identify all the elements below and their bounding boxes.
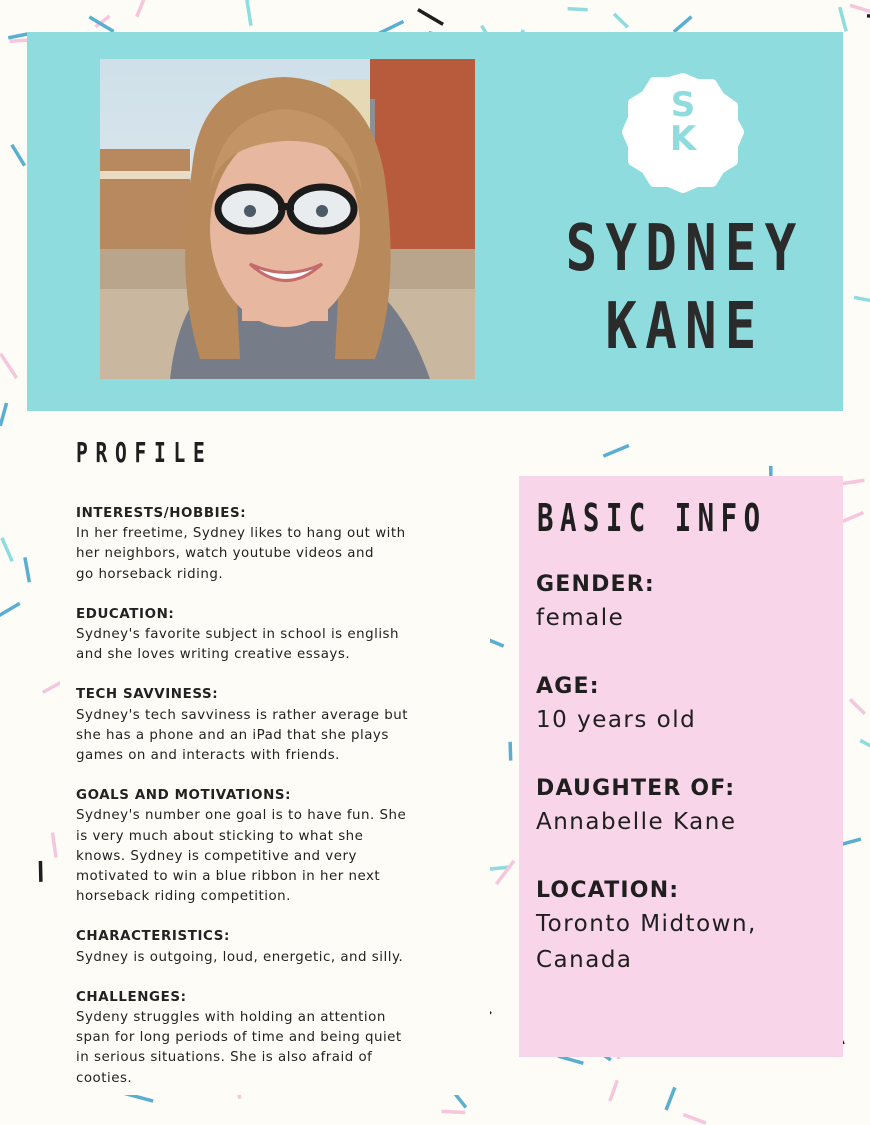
basic-info-item: [536, 570, 836, 636]
last-name: KANE: [605, 290, 765, 364]
profile-section-line: she has a phone and an iPad that she plays: [76, 727, 389, 743]
header-banner: [27, 32, 843, 411]
profile-section-line: go horseback riding.: [76, 566, 224, 582]
profile-section-line: Sydney is outgoing, loud, energetic, and silly.: [76, 949, 404, 965]
profile-section-line: is very much about sticking to what she: [76, 828, 364, 844]
basic-info-label: DAUGHTER OF:: [536, 776, 736, 801]
profile-sections: [76, 504, 466, 1109]
first-name: SYDNEY: [565, 212, 805, 286]
profile-section-line: Sydeny struggles with holding an attention: [76, 1010, 386, 1026]
monogram-first: S: [670, 85, 696, 125]
profile-section-body: [76, 524, 466, 585]
profile-section-line: her neighbors, watch youtube videos and: [76, 546, 374, 562]
basic-info-label: AGE:: [536, 674, 600, 699]
profile-section-body: [76, 948, 466, 968]
monogram-letters: [621, 85, 745, 159]
profile-section-line: in serious situations. She is also afraid of: [76, 1050, 373, 1066]
basic-info-value: Toronto Midtown,: [536, 911, 757, 937]
profile-section-title: EDUCATION:: [76, 606, 175, 622]
profile-section: [76, 605, 466, 666]
basic-info-value: Annabelle Kane: [536, 809, 737, 835]
profile-section-title: CHARACTERISTICS:: [76, 929, 230, 945]
profile-section-line: Sydney's tech savviness is rather average but: [76, 707, 408, 723]
basic-info-item: [536, 672, 836, 738]
profile-section-line: In her freetime, Sydney likes to hang out with: [76, 526, 406, 542]
basic-info-item: [536, 774, 836, 840]
profile-section: [76, 685, 466, 766]
profile-section: [76, 504, 466, 585]
profile-section-title: GOALS AND MOTIVATIONS:: [76, 788, 292, 804]
basic-info-label: GENDER:: [536, 572, 655, 597]
profile-section-line: Sydney's favorite subject in school is english: [76, 627, 400, 643]
profile-section-line: Sydney's number one goal is to have fun. She: [76, 808, 407, 824]
basic-info-item: [536, 876, 836, 978]
monogram-last: K: [669, 119, 697, 159]
basic-info-value: 10 years old: [536, 707, 697, 733]
basic-info-value: Canada: [536, 947, 633, 973]
profile-section-line: games on and interacts with friends.: [76, 748, 340, 764]
basic-info-heading: BASIC INFO: [537, 496, 767, 540]
basic-info-label: LOCATION:: [536, 878, 680, 903]
profile-section-line: horseback riding competition.: [76, 889, 291, 905]
basic-info-panel: [519, 476, 843, 1057]
profile-section: [76, 786, 466, 907]
profile-section-line: motivated to win a blue ribbon in her next: [76, 869, 381, 885]
basic-info-value: female: [536, 605, 625, 631]
persona-name: [555, 210, 814, 366]
basic-info-list: [536, 570, 836, 1014]
profile-section-title: CHALLENGES:: [76, 989, 187, 1005]
profile-section-line: cooties.: [76, 1070, 133, 1086]
profile-section-body: [76, 706, 466, 767]
profile-section: [76, 988, 466, 1089]
profile-section: [76, 927, 466, 967]
profile-section-title: INTERESTS/HOBBIES:: [76, 506, 247, 521]
profile-heading: PROFILE: [76, 436, 213, 469]
monogram-badge: [621, 70, 745, 194]
profile-section-line: span for long periods of time and being quiet: [76, 1030, 402, 1046]
profile-section-line: knows. Sydney is competitive and very: [76, 848, 357, 864]
profile-section-body: [76, 1008, 466, 1089]
profile-section-line: and she loves writing creative essays.: [76, 647, 351, 663]
profile-section-body: [76, 625, 466, 665]
persona-photo: [100, 59, 475, 379]
profile-section-title: TECH SAVVINESS:: [76, 687, 219, 703]
profile-section-body: [76, 806, 466, 907]
